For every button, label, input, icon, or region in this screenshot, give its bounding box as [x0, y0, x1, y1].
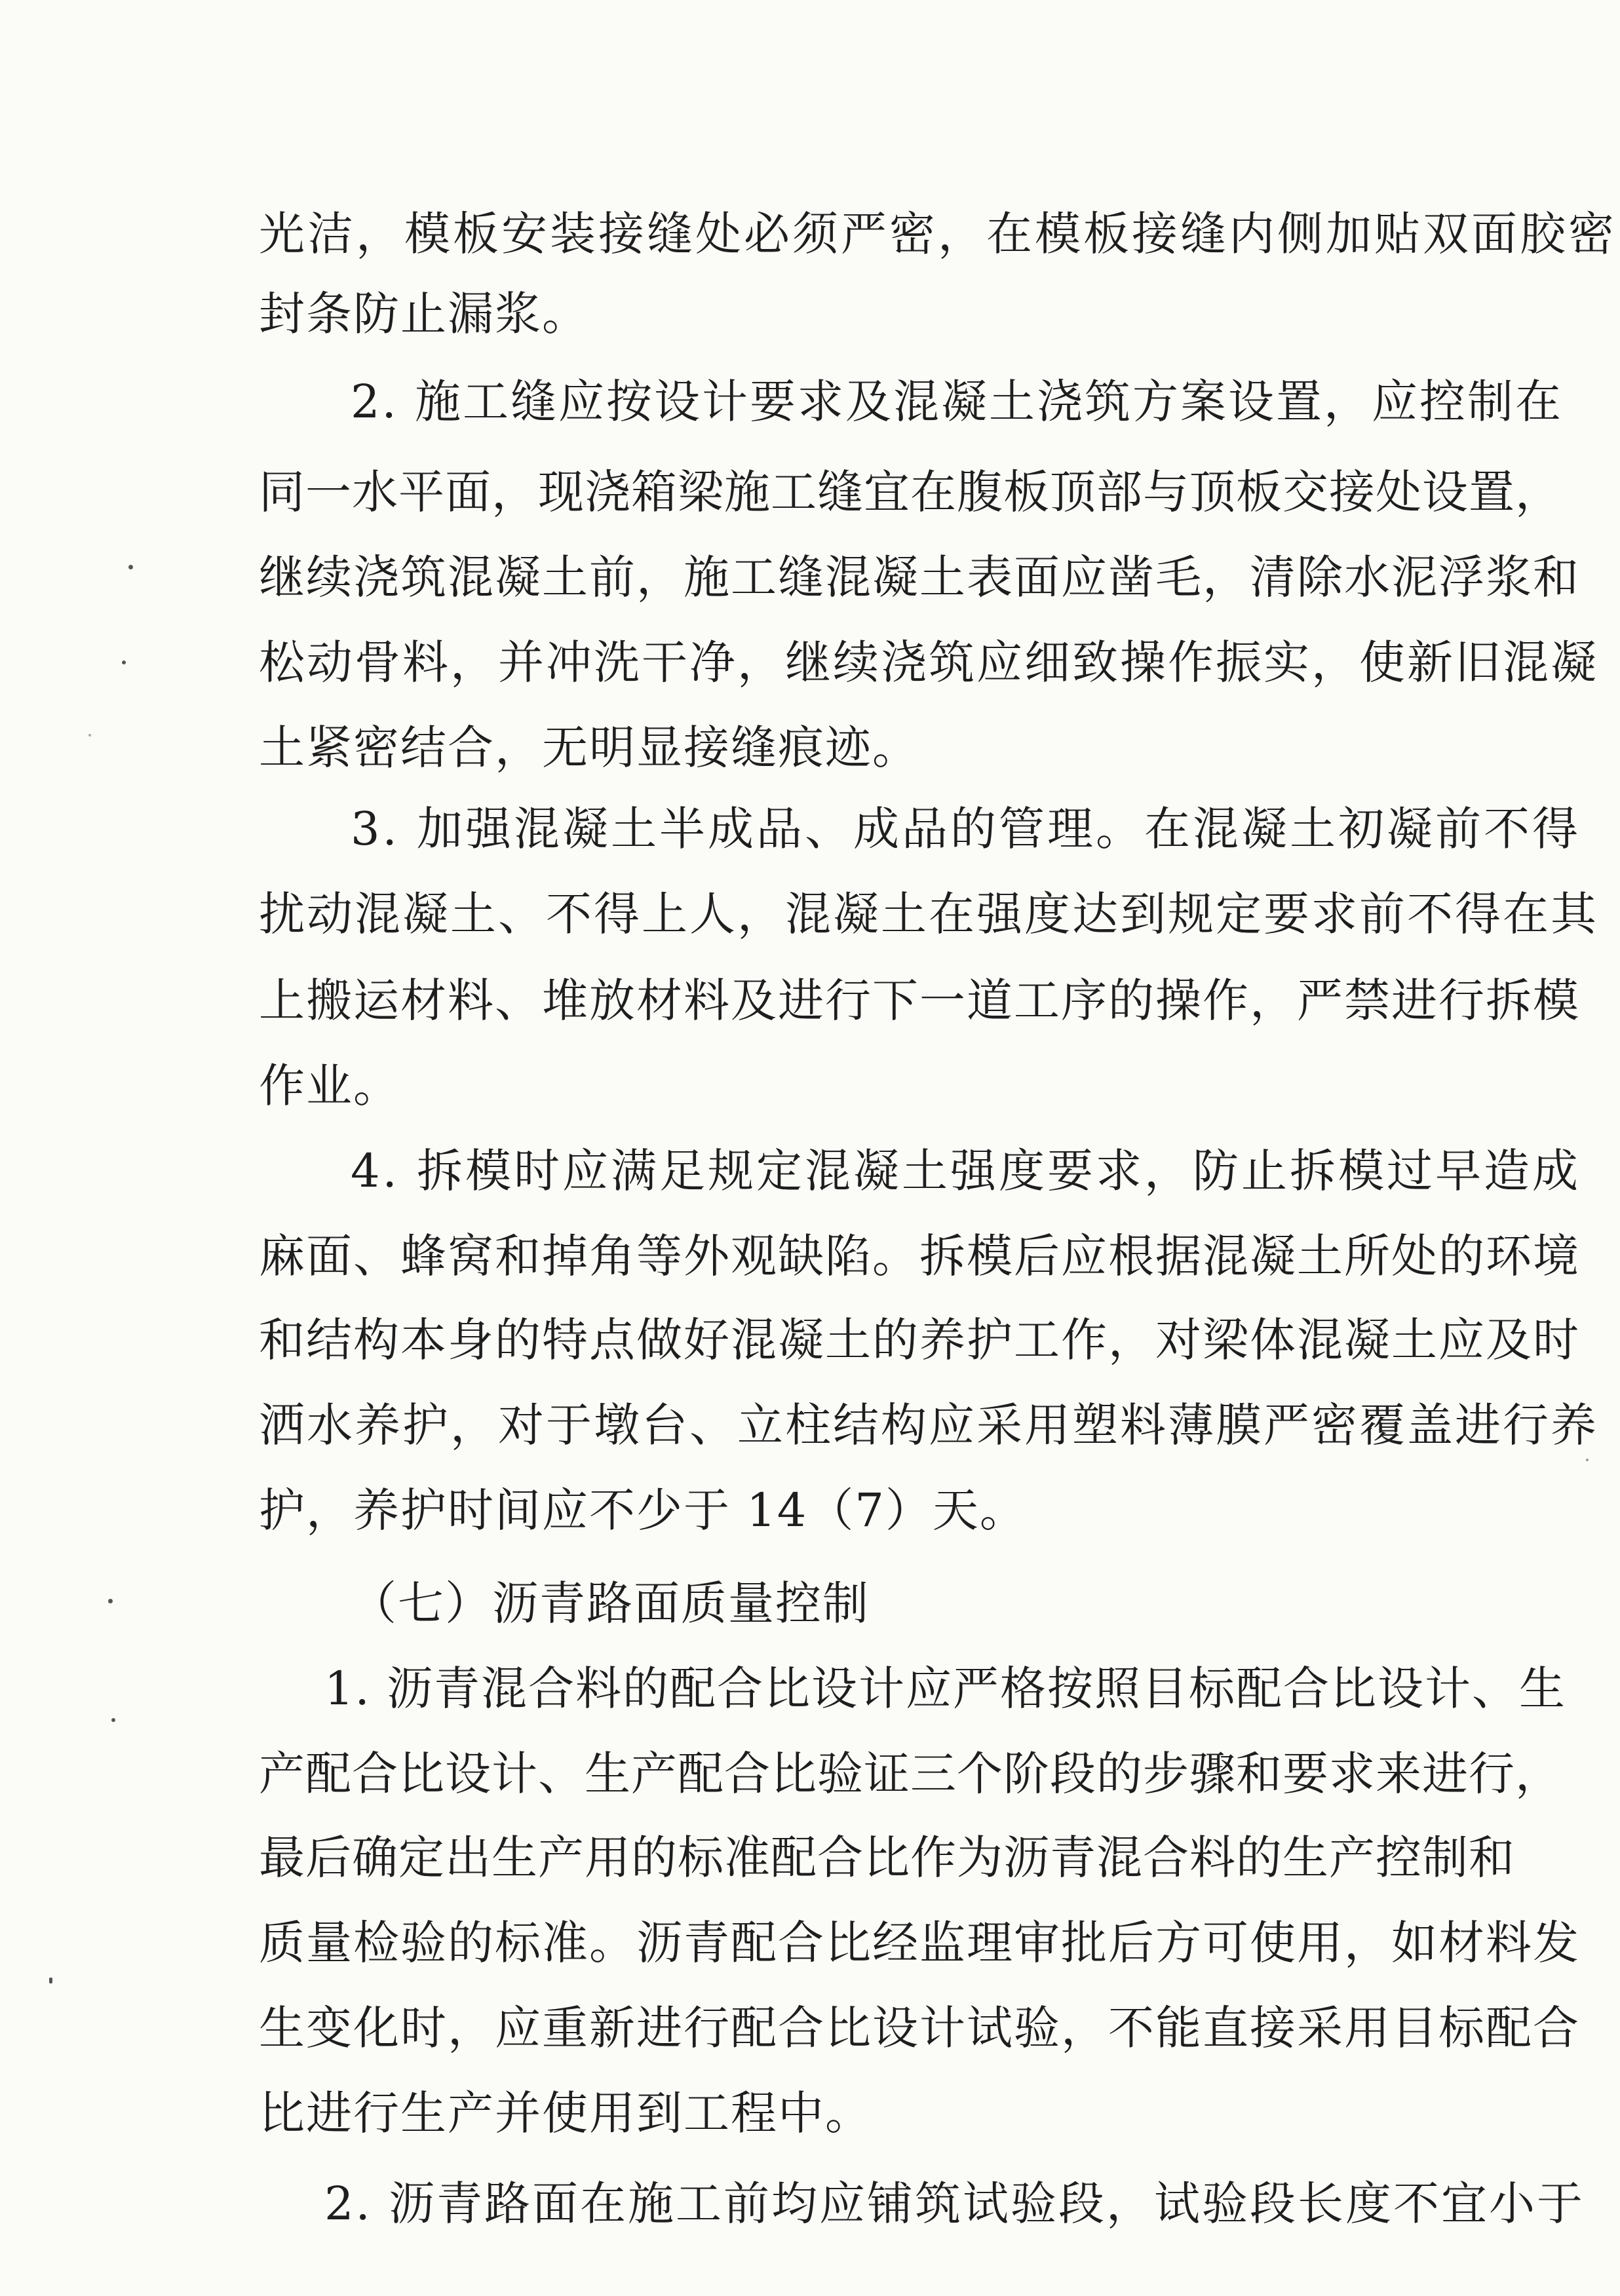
- text-line: 生变化时，应重新进行配合比设计试验，不能直接采用目标配合: [259, 2001, 1580, 2055]
- scan-speck: [122, 660, 126, 664]
- text-line: 上搬运材料、堆放材料及进行下一道工序的操作，严禁进行拆模: [259, 974, 1580, 1027]
- section-paragraph-2-start: 2. 沥青路面在施工前均应铺筑试验段，试验段长度不宜小于: [324, 2177, 1585, 2230]
- scan-speck: [108, 1599, 113, 1603]
- text-line: 松动骨料，并冲洗干净，继续浇筑应细致操作振实，使新旧混凝: [259, 636, 1598, 689]
- text-line: 护，养护时间应不少于 14（7）天。: [259, 1483, 1027, 1537]
- paragraph-4-start: 4. 拆模时应满足规定混凝土强度要求，防止拆模过早造成: [351, 1144, 1581, 1198]
- text-line: 麻面、蜂窝和掉角等外观缺陷。拆模后应根据混凝土所处的环境: [259, 1229, 1580, 1283]
- scan-speck: [111, 1718, 115, 1722]
- scan-speck: [1586, 1459, 1589, 1461]
- text-line: 继续浇筑混凝土前，施工缝混凝土表面应凿毛，清除水泥浮浆和: [259, 550, 1580, 604]
- text-line: 同一水平面，现浇箱梁施工缝宜在腹板顶部与顶板交接处设置，: [259, 465, 1562, 519]
- text-line: 最后确定出生产用的标准配合比作为沥青混合料的生产控制和: [259, 1831, 1515, 1885]
- text-line: 土紧密结合，无明显接缝痕迹。: [259, 721, 919, 775]
- scan-speck: [88, 734, 91, 737]
- paragraph-2-start: 2. 施工缝应按设计要求及混凝土浇筑方案设置，应控制在: [351, 375, 1564, 429]
- text-line: 洒水养护，对于墩台、立柱结构应采用塑料薄膜严密覆盖进行养: [259, 1398, 1598, 1452]
- text-line: 光洁，模板安装接缝处必须严密，在模板接缝内侧加贴双面胶密: [259, 207, 1617, 261]
- text-line: 比进行生产并使用到工程中。: [259, 2086, 872, 2140]
- section-heading: （七）沥青路面质量控制: [351, 1577, 870, 1630]
- text-line: 质量检验的标准。沥青配合比经监理审批后方可使用，如材料发: [259, 1916, 1580, 1970]
- paragraph-3-start: 3. 加强混凝土半成品、成品的管理。在混凝土初凝前不得: [351, 802, 1581, 856]
- text-line: 产配合比设计、生产配合比验证三个阶段的步骤和要求来进行，: [259, 1747, 1562, 1801]
- section-paragraph-1-start: 1. 沥青混合料的配合比设计应严格按照目标配合比设计、生: [324, 1662, 1567, 1715]
- text-line: 和结构本身的特点做好混凝土的养护工作，对梁体混凝土应及时: [259, 1313, 1580, 1367]
- text-line: 作业。: [259, 1059, 400, 1113]
- text-line: 封条防止漏浆。: [259, 287, 589, 341]
- scan-speck: [128, 565, 133, 569]
- text-line: 扰动混凝土、不得上人，混凝土在强度达到规定要求前不得在其: [259, 887, 1598, 941]
- scan-speck: [49, 1978, 52, 1983]
